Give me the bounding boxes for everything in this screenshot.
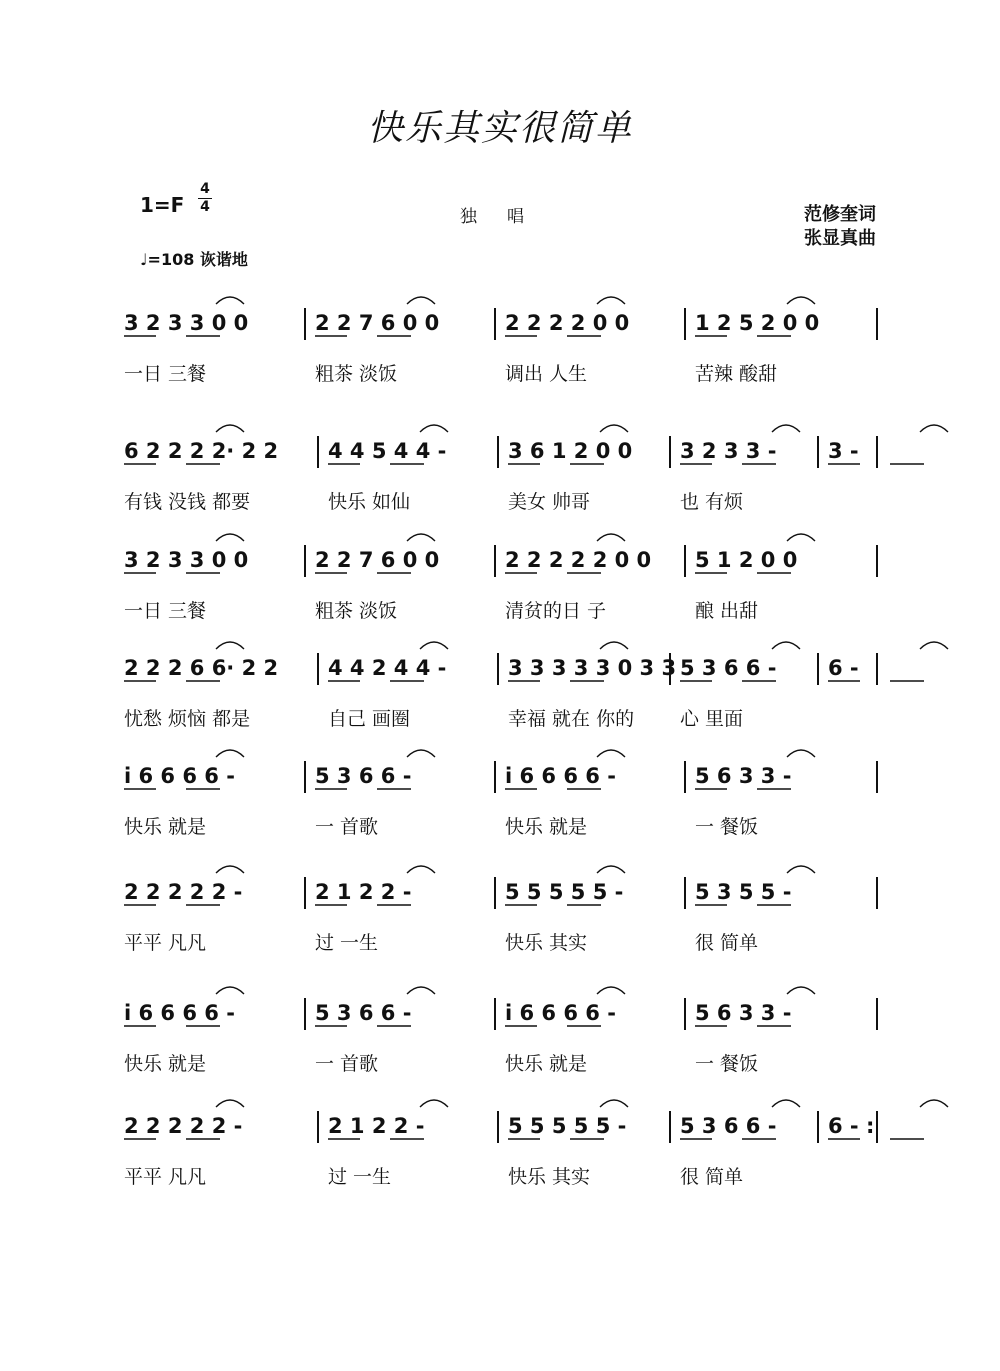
tie-arc [597,866,625,873]
measure-lyrics: 过 一生 [328,1166,392,1188]
score-line [124,987,877,1075]
tie-arc [216,642,244,649]
tie-arc [772,642,800,649]
tie-arc [920,425,948,432]
measure-notes: 5 6 3 3 - [695,1001,792,1025]
tie-arc [407,297,435,304]
tie-arc [216,987,244,994]
measure-lyrics: 一 首歌 [315,1053,379,1075]
measure-lyrics: 酿 出甜 [695,600,759,622]
measure-notes: 6 - [828,656,859,680]
measure-notes: 2 2 2 2 0 0 [505,311,630,335]
measure-lyrics: 一 餐饭 [695,816,759,838]
measure-lyrics: 快乐 如仙 [328,491,411,513]
tie-arc [597,534,625,541]
measure-notes: 2 2 2 2 2 0 0 [505,548,652,572]
measure-notes: 3 6 1 2 0 0 [508,439,633,463]
measure-notes: 3 2 3 3 0 0 [124,311,249,335]
tie-arc [420,1100,448,1107]
score-line [124,1100,948,1188]
tie-arc [772,1100,800,1107]
measure-lyrics: 平平 凡凡 [124,932,207,954]
tie-arc [787,750,815,757]
tie-arc [787,987,815,994]
measure-notes: 5 6 3 3 - [695,764,792,788]
measure-lyrics: 美女 帅哥 [508,491,591,513]
tie-arc [407,987,435,994]
tie-arc [216,866,244,873]
measure-notes: 5 3 6 6 - [680,1114,777,1138]
time-signature-top: 4 [200,181,210,197]
measure-lyrics: 粗茶 淡饭 [315,600,398,622]
lyricist-credit: 范修奎词 [804,204,876,225]
time-signature-bottom: 4 [200,199,210,215]
measure-notes: 3 3 3 3 3 0 3 3 [508,656,677,680]
measure-notes: 5 3 6 6 - [680,656,777,680]
key-signature: 1=F [140,193,185,217]
measure-notes: 2 2 2 2 2 - [124,1114,243,1138]
tie-arc [600,1100,628,1107]
measure-notes: 5 5 5 5 5 - [505,880,624,904]
measure-lyrics: 平平 凡凡 [124,1166,207,1188]
measure-lyrics: 苦辣 酸甜 [695,363,778,385]
measure-lyrics: 快乐 就是 [505,816,588,838]
tie-arc [407,750,435,757]
tie-arc [920,1100,948,1107]
performance-type: 独唱 [460,207,554,227]
tie-arc [216,534,244,541]
score-line [124,534,877,622]
tie-arc [600,425,628,432]
measure-notes: i 6 6 6 6 - [505,1001,616,1025]
tie-arc [600,642,628,649]
composer-credit: 张显真曲 [804,228,876,249]
tie-arc [407,866,435,873]
measure-notes: 2 1 2 2 - [315,880,412,904]
measure-lyrics: 调出 人生 [505,363,588,385]
tie-arc [420,425,448,432]
measure-notes: 5 3 6 6 - [315,1001,412,1025]
measure-notes: 2 1 2 2 - [328,1114,425,1138]
score-line [124,297,877,385]
measure-lyrics: 一日 三餐 [124,363,207,385]
measure-notes: 2 2 2 6 6· 2 2 [124,656,279,680]
tie-arc [772,425,800,432]
score-line [124,866,877,954]
tie-arc [787,534,815,541]
measure-lyrics: 一日 三餐 [124,600,207,622]
tie-arc [787,866,815,873]
tie-arc [216,750,244,757]
measure-notes: 5 1 2 0 0 [695,548,798,572]
measure-notes: 6 2 2 2 2· 2 2 [124,439,279,463]
measure-notes: 1 2 5 2 0 0 [695,311,820,335]
tie-arc [597,987,625,994]
tie-arc [216,425,244,432]
tie-arc [407,534,435,541]
measure-lyrics: 快乐 就是 [505,1053,588,1075]
measure-notes: 2 2 7 6 0 0 [315,548,440,572]
measure-notes: i 6 6 6 6 - [124,764,235,788]
measure-notes: i 6 6 6 6 - [124,1001,235,1025]
measure-lyrics: 快乐 就是 [124,1053,207,1075]
measure-notes: 5 3 6 6 - [315,764,412,788]
measure-notes: 4 4 5 4 4 - [328,439,447,463]
score-line [124,750,877,838]
tempo-marking: ♩=108 诙谐地 [140,250,248,269]
measure-lyrics: 很 简单 [680,1166,744,1188]
tie-arc [597,297,625,304]
measure-notes: i 6 6 6 6 - [505,764,616,788]
song-title: 快乐其实很简单 [366,108,633,149]
measure-lyrics: 幸福 就在 你的 [508,708,635,730]
measure-lyrics: 忧愁 烦恼 都是 [124,708,251,730]
tie-arc [216,297,244,304]
measure-notes: 4 4 2 4 4 - [328,656,447,680]
measure-lyrics: 快乐 其实 [505,932,588,954]
measure-notes: 3 2 3 3 - [680,439,777,463]
measure-lyrics: 有钱 没钱 都要 [124,491,251,513]
tie-arc [597,750,625,757]
measure-lyrics: 过 一生 [315,932,379,954]
tie-arc [420,642,448,649]
measure-notes: 5 3 5 5 - [695,880,792,904]
measure-lyrics: 也 有烦 [680,491,744,513]
measure-lyrics: 很 简单 [695,932,759,954]
measure-lyrics: 自己 画圈 [328,708,411,730]
measure-notes: 5 5 5 5 5 - [508,1114,627,1138]
measure-notes: 2 2 2 2 2 - [124,880,243,904]
measure-notes: 3 - [828,439,859,463]
tie-arc [920,642,948,649]
measure-lyrics: 一 餐饭 [695,1053,759,1075]
measure-notes: 2 2 7 6 0 0 [315,311,440,335]
score-line [124,425,948,513]
measure-notes: 6 - : [828,1114,875,1138]
measure-lyrics: 一 首歌 [315,816,379,838]
measure-lyrics: 粗茶 淡饭 [315,363,398,385]
measure-lyrics: 心 里面 [680,708,744,730]
measure-notes: 3 2 3 3 0 0 [124,548,249,572]
tie-arc [216,1100,244,1107]
measure-lyrics: 快乐 就是 [124,816,207,838]
score-line [124,642,948,730]
measure-lyrics: 快乐 其实 [508,1166,591,1188]
measure-lyrics: 清贫的日 子 [505,600,607,622]
tie-arc [787,297,815,304]
